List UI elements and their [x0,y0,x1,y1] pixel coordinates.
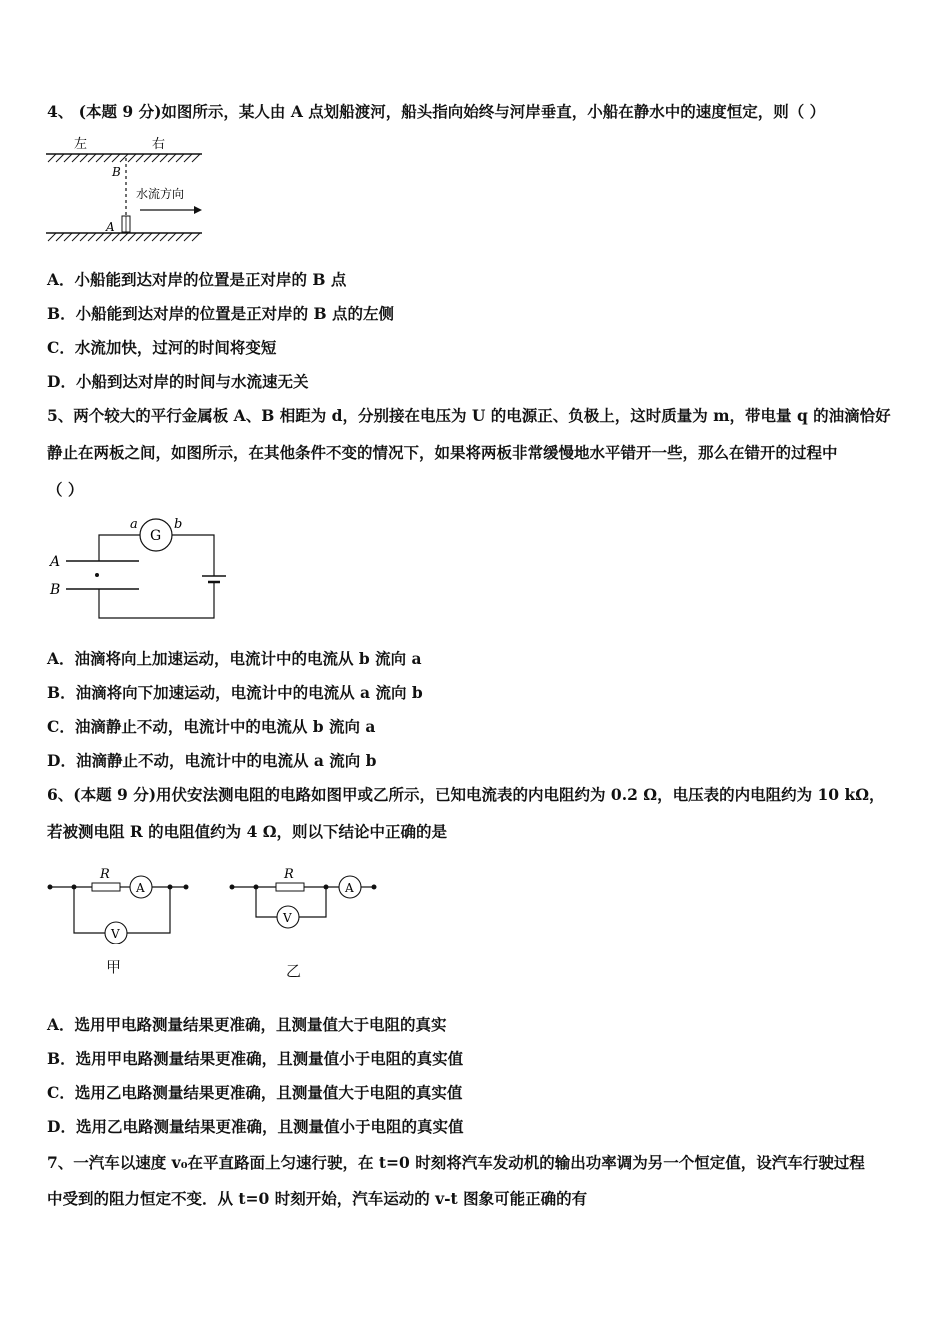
q4-option-c: C．水流加快，过河的时间将变短 [47,338,277,357]
q4-option-b: B．小船能到达对岸的位置是正对岸的 B 点的左侧 [47,304,394,323]
q6-option-d: D．选用乙电路测量结果更准确，且测量值小于电阻的真实值 [47,1117,464,1136]
q6-stem-line-2: 若被测电阻 R 的电阻值约为 4 Ω，则以下结论中正确的是 [47,822,448,841]
river-crossing-figure [44,130,206,245]
resistor-label-yi: R [284,867,294,882]
q5-stem-line-1: 5、两个较大的平行金属板 A、B 相距为 d，分别接在电压为 U 的电源正、负极上，这时质量为 m，带电量 q 的油滴恰好 [47,406,891,425]
q5-option-d: D．油滴静止不动，电流计中的电流从 a 流向 b [47,751,377,770]
q7-stem-line-1: 7、一汽车以速度 v₀在平直路面上匀速行驶，在 t=0 时刻将汽车发动机的输出功率调为另一个恒定值，设汽车行驶过程 [47,1153,865,1172]
q7-stem-line-2: 中受到的阻力恒定不变．从 t=0 时刻开始，汽车运动的 v-t 图象可能正确的有 [47,1189,588,1208]
plate-a-label: A [50,554,61,570]
plate-b-label: B [50,582,61,598]
voltmeter-label-jia: V [111,927,120,941]
point-b-label: B [112,165,121,179]
caption-yi: 乙 [286,962,302,980]
bottom-bank-hatch [48,233,200,241]
top-bank-hatch [48,154,200,162]
caption-jia: 甲 [106,958,122,976]
resistor-label-jia: R [100,867,110,882]
capacitor-circuit-figure [44,510,234,625]
galvanometer-label: G [150,528,162,544]
arrow-right-icon [194,206,202,214]
q5-stem-line-2: 静止在两板之间，如图所示，在其他条件不变的情况下，如果将两板非常缓慢地水平错开一些，那么在错开的过程中 [47,443,838,462]
q6-option-c: C．选用乙电路测量结果更准确，且测量值大于电阻的真实值 [47,1083,463,1102]
node-a-label: a [130,517,138,532]
resistor-jia [92,883,120,891]
q5-stem-line-3: （ ） [47,480,84,499]
left-label: 左 [74,137,88,152]
q4-option-a: A．小船能到达对岸的位置是正对岸的 B 点 [47,270,347,289]
node-b-label: b [174,517,183,532]
q5-option-c: C．油滴静止不动，电流计中的电流从 b 流向 a [47,717,376,736]
voltmeter-label-yi: V [283,911,292,925]
q4-option-d: D．小船到达对岸的时间与水流速无关 [47,372,309,391]
ammeter-label-yi: A [345,881,354,895]
flow-label: 水流方向 [136,187,185,201]
point-a-label: A [106,220,115,234]
oil-drop [95,573,99,577]
circuit-yi-figure [226,862,381,944]
q6-stem-line-1: 6、(本题 9 分)用伏安法测电阻的电路如图甲或乙所示，已知电流表的内电阻约为 0.2 Ω，电压表的内电阻约为 10 kΩ， [47,785,885,804]
ammeter-label-jia: A [136,881,145,895]
q6-option-b: B．选用甲电路测量结果更准确，且测量值小于电阻的真实值 [47,1049,464,1068]
q5-option-b: B．油滴将向下加速运动，电流计中的电流从 a 流向 b [47,683,423,702]
right-label: 右 [152,137,166,152]
q4-stem: 4、 (本题 9 分)如图所示，某人由 A 点划船渡河，船头指向始终与河岸垂直，小船在静水中的速度恒定，则（ ） [47,102,826,121]
resistor-yi [276,883,304,891]
circuit-jia-figure [44,862,194,944]
q5-option-a: A．油滴将向上加速运动，电流计中的电流从 b 流向 a [47,649,422,668]
q6-option-a: A．选用甲电路测量结果更准确，且测量值大于电阻的真实 [47,1015,447,1034]
